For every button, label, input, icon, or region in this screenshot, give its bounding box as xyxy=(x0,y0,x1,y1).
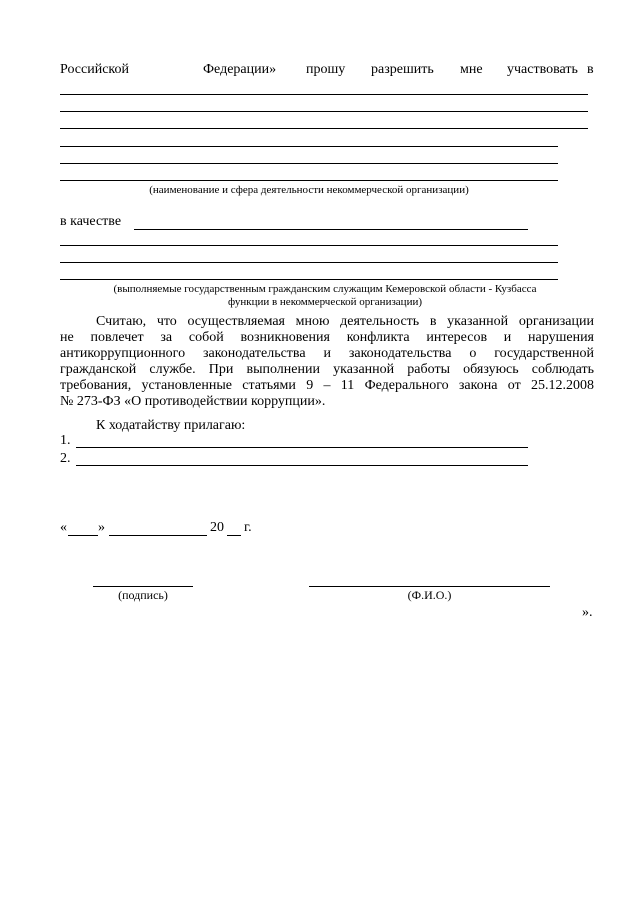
date-close-quote: » xyxy=(98,520,105,535)
functions-caption-line2: функции в некоммерческой организации) xyxy=(227,296,423,308)
statement-line: Считаю, что осуществляемая мною деятельность в указанной организации xyxy=(96,314,594,329)
org-line-1[interactable] xyxy=(60,94,588,95)
role-line-3[interactable] xyxy=(60,262,558,263)
role-line-1[interactable] xyxy=(134,229,528,230)
date-open-quote: « xyxy=(60,520,67,535)
date-year-line[interactable] xyxy=(227,535,241,536)
role-label: в качестве xyxy=(60,214,122,229)
org-line-4[interactable] xyxy=(60,146,558,147)
intro-word-3: прошу xyxy=(306,62,346,77)
attachment-line-1[interactable] xyxy=(76,447,528,448)
closing-mark: ». xyxy=(582,605,593,620)
intro-word-1: Российской xyxy=(60,62,129,77)
attachment-line-2[interactable] xyxy=(76,465,528,466)
statement-line: не повлечет за собой возникновения конфликта интересов и нарушения xyxy=(60,330,594,345)
intro-word-2: Федерации» xyxy=(203,62,277,77)
role-line-2[interactable] xyxy=(60,245,558,246)
attachment-number-1: 1. xyxy=(60,433,71,448)
attachment-number-2: 2. xyxy=(60,451,71,466)
functions-caption-line1: (выполняемые государственным гражданским служащим Кемеровской области - Кузбасса xyxy=(113,283,537,295)
fio-line[interactable] xyxy=(309,586,550,587)
intro-word-6: участвовать xyxy=(507,62,578,77)
statement-line: гражданской службе. При выполнении указанной работы обязуюсь соблюдать xyxy=(60,362,594,377)
intro-word-4: разрешить xyxy=(371,62,434,77)
date-year-prefix: 20 xyxy=(210,520,224,535)
fio-caption: (Ф.И.О.) xyxy=(407,588,452,602)
statement-line: требования, установленные статьями 9 – 11 Федерального закона от 25.12.2008 xyxy=(60,378,594,393)
intro-word-5: мне xyxy=(460,62,483,77)
org-line-6[interactable] xyxy=(60,180,558,181)
statement-paragraph xyxy=(60,314,594,410)
org-line-5[interactable] xyxy=(60,163,558,164)
statement-line: антикоррупционного законодательства и законодательства о государственной xyxy=(60,346,594,361)
signature-line[interactable] xyxy=(93,586,193,587)
statement-line: № 273-ФЗ «О противодействии коррупции». xyxy=(60,394,326,409)
org-caption: (наименование и сфера деятельности некоммерческой организации) xyxy=(149,184,469,196)
org-line-2[interactable] xyxy=(60,111,588,112)
date-suffix: г. xyxy=(244,520,252,535)
role-line-4[interactable] xyxy=(60,279,558,280)
org-line-3[interactable] xyxy=(60,128,588,129)
intro-word-7: в xyxy=(587,62,594,77)
attachments-label: К ходатайству прилагаю: xyxy=(96,418,246,433)
signature-caption: (подпись) xyxy=(118,588,168,602)
date-month-line[interactable] xyxy=(109,535,207,536)
date-day-line[interactable] xyxy=(68,535,98,536)
